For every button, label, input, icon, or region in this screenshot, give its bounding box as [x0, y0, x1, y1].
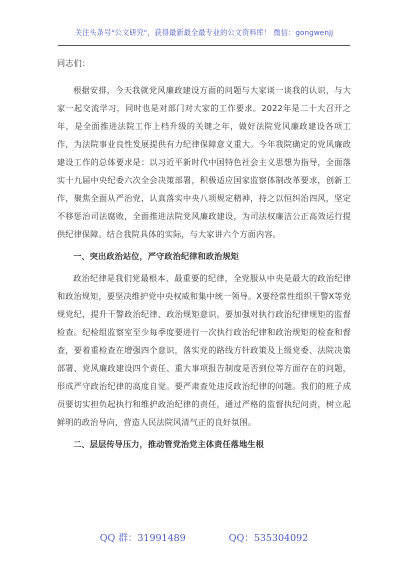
greeting: 同志们： — [57, 58, 91, 68]
intro-paragraph: 根据安排，今天我就党风廉政建设方面的问题与大家谈一谈我的认识，与大家一起交流学习，同时也是对部门对大家的工作要求。2022年是二十大召开之年，是全面推进法院工作上档升级的关键之年，做好法院党风廉政建设各项工作，为法院事业良性发展提供有力纪律保障意义重大。今年我院确定的党风廉政建设工作的总体要求是：以习近平新时代中国特色社会主义思想为指导，全面落实十九届中央纪委六次全会决策部署，积极适应国家监察体制改革要求，创新工作，聚焦全面从严治党，认真落实中央八项规定精神，持之以恒纠治四风，坚定不移惩治司法腐败，全面推进法院党风廉政建设，为司法权廉洁公正高效运行提供纪律保障。结合我院具体的实际，与大家讲六个方面内容。 — [57, 85, 351, 239]
section-1-paragraph: 政治纪律是我们党最根本、最重要的纪律，全党服从中央是最大的政治纪律和政治规矩，要坚决维护党中央权威和集中统一领导。X要经常性组织干警X等党规党纪，提升干警政治纪律、政治规矩意识。要加强对执行政治纪律规矩的监督检查。纪检组监察室至少每季度要进行一次执行政治纪律和政治规矩的检查和督查，要着重检查在增强四个意识，落实党的路线方针政策及上级党委、法院决策部署、党风廉政建设四个责任、重大事项报告制度是否到位等方面存在的问题，形成严守政治纪律的高度自觉。要严肃查处违反政治纪律的问题。我们的班子成员要切实担负起执行和维护政治纪律的责任，通过严格的监督执纪问责，树立起鲜明的政治导向，营造人民法院风清气正的良好氛围。 — [57, 273, 351, 427]
footer-qq-group: QQ 群：31991489 — [99, 533, 186, 544]
footer — [0, 530, 408, 546]
footer-qq: QQ：535304092 — [228, 533, 309, 544]
header-banner — [58, 28, 350, 46]
header-banner-text: 关注头条号"公文研究"，获得最新最全最专业的公文资料库！ 微信：gongwenjj — [74, 28, 334, 37]
section-2-heading: 二、层层传导压力，推动管党治党主体责任落地生根 — [73, 439, 264, 449]
document-body — [57, 54, 351, 457]
header-divider — [58, 45, 350, 46]
section-1-heading: 一、突出政治站位，严守政治纪律和政治规矩 — [73, 251, 240, 261]
